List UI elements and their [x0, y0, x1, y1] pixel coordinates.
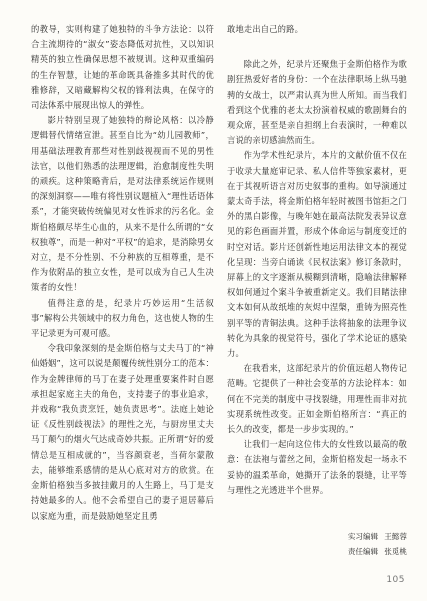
- credit-line: [227, 529, 407, 544]
- paragraph: 作为学术性纪录片，本片的文献价值不仅在于收录大量庭审记录、私人信件等独家素材，更在于其视听语言对历史叙事的重构。如导演通过蒙太奇手法，将金斯伯格年轻时被图书馆拒之门外的黑白影像，与晚年她在最高法院发表异议意见的彩色画面并置，形成个体命运与制度变迁的时空对话。影片还创新性地运用法律文本的视觉化呈现：当旁白诵读《民权法案》修订条款时，屏幕上的文字逐渐从模糊到清晰，隐喻法律解释权如何通过个案斗争被重新定义。我们目睹法律文本如何从故纸堆的灰烬中涅槃，重铸为照亮性别平等的青铜法典。这种手法将抽象的法理争议转化为具象的视觉符号，强化了学术论证的感染力。: [227, 150, 407, 359]
- paragraph: 令我印象深刻的是金斯伯格与丈夫马丁的“神仙婚姻”，这可以说是颠覆传统性别分工的范本：作为金牌律师的马丁在妻子处理重要案件时自愿承担起家庭主夫的角色，支持妻子的事业追求，并戏称“我负责烹饪，她负责思考”。法庭上她论证《反性别歧视法》的理性之光，与厨房里丈夫马丁颠勺的烟火气达成奇妙共振。正所谓“好的爱情总是互相成就的”，当容颜衰老，当荷尔蒙散去，能够维系感情的是从心底对对方的欣赏。在金斯伯格独当多披挂戴月的人生路上，马丁是支持她最多的人。他不会希望自己的妻子退居幕后以家庭为重，而是鼓励她坚定且勇: [31, 343, 214, 521]
- credit-role: 责任编辑: [347, 547, 379, 556]
- paragraph: 敢地走出自己的路。: [227, 24, 304, 34]
- paragraph: 让我们一起向这位伟大的女性致以最高的敬意：在法袍与蕾丝之间，金斯伯格发起一场永不妥协的温柔革命，她撕开了法条的裂缝，让平等与理性之光透进半个世界。: [227, 439, 407, 495]
- paragraph: 在我看来，这部纪录片的价值远超人物传记范畴。它提供了一种社会变革的方法论样本：如何在不完美的制度中寻找裂缝，用理性而非对抗实现系统性改变。正如金斯伯格所言：“真正的长久的改变，都是一步步实现的。”: [227, 363, 407, 435]
- credit-name: 张觅桃: [384, 547, 407, 556]
- paragraph: 的教导，实则构建了她独特的斗争方法论：以符合主流期待的“淑女”姿态降低对抗性，又以知识精英的独立性确保思想不被规训。这种双重编码的生存智慧，让她的革命既具备推多其时代的优雅修辞，又暗藏解构父权的锋利法典，在保守的司法体系中展现出惊人的弹性。: [31, 24, 214, 111]
- right-column: [227, 22, 407, 498]
- paragraph: 影片特别呈现了她独特的辩论风格：以冷静逻辑替代情绪宣泄。甚至自比为“幼儿园教师”，用基础法理教育那些对性别歧视视而不见的男性法官，以他们熟悉的法理逻辑，治愈制度性失明的顽疾。这种策略背后，是对法律系统运作规则的深刻洞察——唯有将性别议题植入“理性话语体系”，才能突破传统偏见对女性诉求的污名化。金斯伯格颇尽毕生心血的，从来不是什么所谓的“女权独尊”，而是一种对“平权”的追求，是消除男女对立，是不分性别、不分种族的互相尊重，是不作为依附品的独立女性，是可以成为自己人生决策者的女性！: [31, 115, 214, 293]
- paragraph: 值得注意的是，纪录片巧妙运用“生活叙事”解构公共领域中的权力角色，这也使人物的生平记录更为可观可感。: [31, 297, 214, 339]
- credit-role: 实习编辑: [347, 532, 379, 541]
- page-number: 105: [386, 575, 405, 585]
- left-column: [31, 22, 214, 524]
- editor-credits: [227, 529, 407, 559]
- credit-name: 王懿蓉: [384, 532, 407, 541]
- paragraph: 除此之外，纪录片还聚焦于金斯伯格作为歌剧狂热爱好者的身份：一个在法律职场上纵马驰骋的女战士，以严肃认真为世人所知。而当我们看到这个优雅的老太太扮演着权威的歌剧舞台的观众席，甚至是亲自担纲上台表演时，一种难以言说的亲切感油然而生。: [227, 59, 407, 146]
- credit-line: [227, 544, 407, 559]
